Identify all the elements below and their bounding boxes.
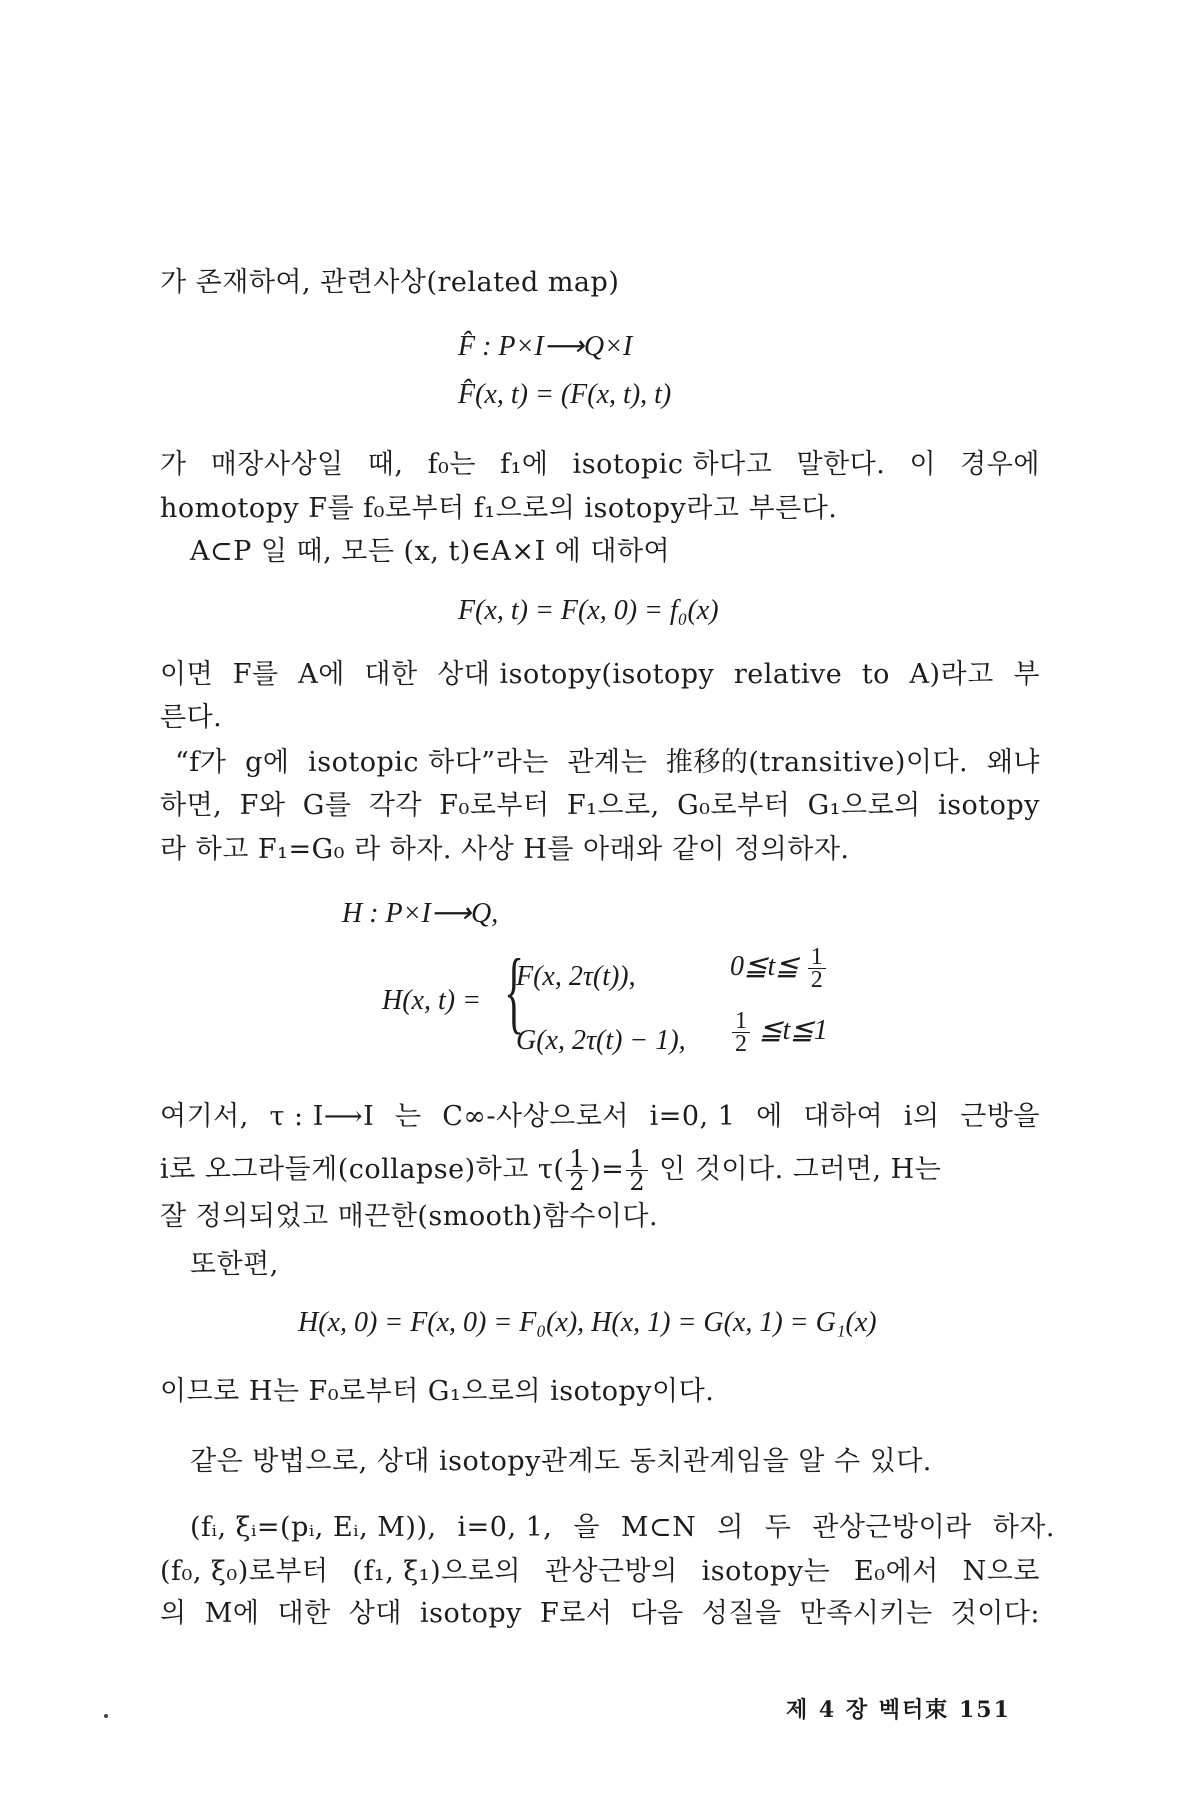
fraction-numerator: 1 [808, 946, 826, 969]
word: 는 [394, 1101, 422, 1132]
word: 대한 [364, 659, 418, 690]
text-line: 른다. [160, 702, 223, 733]
word: 이면 [160, 659, 214, 690]
text-run: i로 오그라들게(collapse)하고 τ( [160, 1154, 565, 1185]
word: 推移的(transitive)이다. [665, 747, 969, 778]
text-line: 같은 방법으로, 상대 isotopy관계도 동치관계임을 알 수 있다. [190, 1446, 932, 1477]
word: to [861, 659, 890, 690]
word: 경우에 [960, 449, 1040, 480]
text-line: 라 하고 F₁=G₀ 라 하자. 사상 H를 아래와 같이 정의하자. [160, 834, 850, 865]
word: i=0, 1, [457, 1512, 553, 1543]
word: E₀에서 [854, 1556, 939, 1587]
word: 관상근방의 [544, 1556, 678, 1587]
word: (f₀, ξ₀)로부터 [160, 1556, 329, 1587]
word: “f가 [175, 747, 227, 778]
equation-relative-isotopy: F(x, t) = F(x, 0) = f₀(x) [458, 595, 719, 626]
word: τ : I⟶I [269, 1101, 375, 1132]
word: 말한다. [796, 449, 886, 480]
condition-text: 0≦t≦ [730, 950, 799, 982]
text-line: homotopy F를 f₀로부터 f₁으로의 isotopy라고 부른다. [160, 493, 838, 524]
text-run: )= [590, 1154, 625, 1185]
fraction-numerator: 1 [566, 1148, 588, 1171]
text-line: 또한편, [190, 1249, 279, 1280]
word: A에 [298, 659, 345, 690]
text-line [160, 658, 1040, 692]
equation-h-cond2 [730, 1010, 828, 1055]
word: M⊂N [620, 1512, 697, 1543]
equation-h-case2: G(x, 2τ(t) − 1), [516, 1025, 686, 1056]
fraction-denominator: 2 [735, 1031, 747, 1057]
word: isotopy [420, 1598, 522, 1629]
word: f₁에 [500, 449, 549, 480]
text-line [160, 448, 1040, 482]
word: 부 [1013, 659, 1040, 690]
equation-related-map: F̂ : P×I⟶Q×I [458, 331, 633, 362]
word: 것이다: [950, 1598, 1040, 1629]
word: 하면, [160, 790, 223, 821]
equation-related-map-def: F̂(x, t) = (F(x, t), t) [458, 379, 672, 410]
text-line: 잘 정의되었고 매끈한(smooth)함수이다. [160, 1201, 659, 1232]
text-line [160, 789, 1040, 823]
word: 의 [160, 1598, 187, 1629]
equation-h-lhs: H(x, t) = [382, 985, 481, 1016]
condition-text: ≦t≦1 [759, 1014, 828, 1046]
equation-h-cond1 [730, 946, 828, 991]
word: 상대 isotopy(isotopy [437, 659, 715, 690]
text-run: 인 것이다. 그러면, H는 [650, 1154, 942, 1185]
word: F₁으로, [566, 790, 660, 821]
word: isotopic 하다고 [572, 449, 773, 480]
text-line: A⊂P 일 때, 모든 (x, t)∈A×I 에 대하여 [190, 536, 671, 567]
word: A)라고 [909, 659, 994, 690]
word: G₁으로의 [807, 790, 921, 821]
word: isotopy는 [701, 1556, 831, 1587]
word: 근방을 [960, 1101, 1040, 1132]
word: 에 [756, 1101, 783, 1132]
fraction-one-half [808, 946, 826, 991]
text-line: 가 존재하여, 관련사상(related map) [160, 267, 620, 298]
text-line [160, 1145, 942, 1196]
word: 을 [573, 1512, 600, 1543]
word: M에 [204, 1598, 260, 1629]
fraction-denominator: 2 [569, 1168, 586, 1196]
word: 대하여 [803, 1101, 884, 1132]
word: 관계는 [567, 747, 648, 778]
text-line [160, 1597, 1040, 1631]
word: 여기서, [160, 1101, 249, 1132]
word: 관상근방이라 [812, 1512, 972, 1543]
word: (f₁, ξ₁)으로의 [352, 1556, 521, 1587]
word: 성질을 [701, 1598, 782, 1629]
word: i의 [903, 1101, 940, 1132]
cases-brace: { [504, 940, 525, 1042]
word: 때, [367, 449, 404, 480]
page-footer: 제 4 장 벡터束 151 [786, 1697, 1011, 1723]
word: 왜냐 [986, 747, 1040, 778]
word: i=0, 1 [649, 1101, 736, 1132]
word: f₀는 [427, 449, 476, 480]
word: F와 [239, 790, 286, 821]
fraction-one-half [626, 1145, 648, 1196]
word: F₀로부터 [439, 790, 550, 821]
word: g에 [245, 747, 290, 778]
word: isotopic 하다”라는 [308, 747, 549, 778]
equation-map-h: H : P×I⟶Q, [342, 898, 499, 929]
fraction-denominator: 2 [810, 967, 823, 993]
word: G₀로부터 [677, 790, 791, 821]
text-line: 이므로 H는 F₀로부터 G₁으로의 isotopy이다. [160, 1376, 715, 1407]
text-line [160, 1100, 1040, 1134]
fraction-one-half [566, 1145, 588, 1196]
fraction-one-half [732, 1010, 750, 1055]
word: 이 [909, 449, 937, 480]
fraction-numerator: 1 [732, 1010, 750, 1033]
word: N으로 [962, 1556, 1040, 1587]
word: 각각 [368, 790, 422, 821]
text-line [175, 746, 1040, 780]
word: 가 [160, 449, 187, 480]
fraction-numerator: 1 [626, 1148, 648, 1171]
word: F를 [232, 659, 279, 690]
word: 매장사상일 [210, 449, 344, 480]
word: (fᵢ, ξᵢ=(pᵢ, Eᵢ, M)), [190, 1512, 437, 1543]
text-line [160, 1555, 1040, 1589]
word: 의 [717, 1512, 744, 1543]
word: 만족시키는 [799, 1598, 933, 1629]
text-line [190, 1511, 1055, 1545]
word: 두 [764, 1512, 792, 1543]
word: 대한 [277, 1598, 331, 1629]
equation-boundary-values: H(x, 0) = F(x, 0) = F₀(x), H(x, 1) = G(x, 1) = G₁(x) [298, 1307, 877, 1338]
scan-speck [104, 1714, 108, 1718]
word: G를 [302, 790, 352, 821]
word: C∞-사상으로서 [442, 1101, 629, 1132]
word: relative [733, 659, 843, 690]
word: isotopy [938, 790, 1040, 821]
equation-h-case1: F(x, 2τ(t)), [516, 961, 636, 992]
word: 하자. [992, 1512, 1055, 1543]
word: 다음 [630, 1598, 684, 1629]
word: F로서 [540, 1598, 613, 1629]
fraction-denominator: 2 [629, 1168, 646, 1196]
word: 상대 [348, 1598, 402, 1629]
